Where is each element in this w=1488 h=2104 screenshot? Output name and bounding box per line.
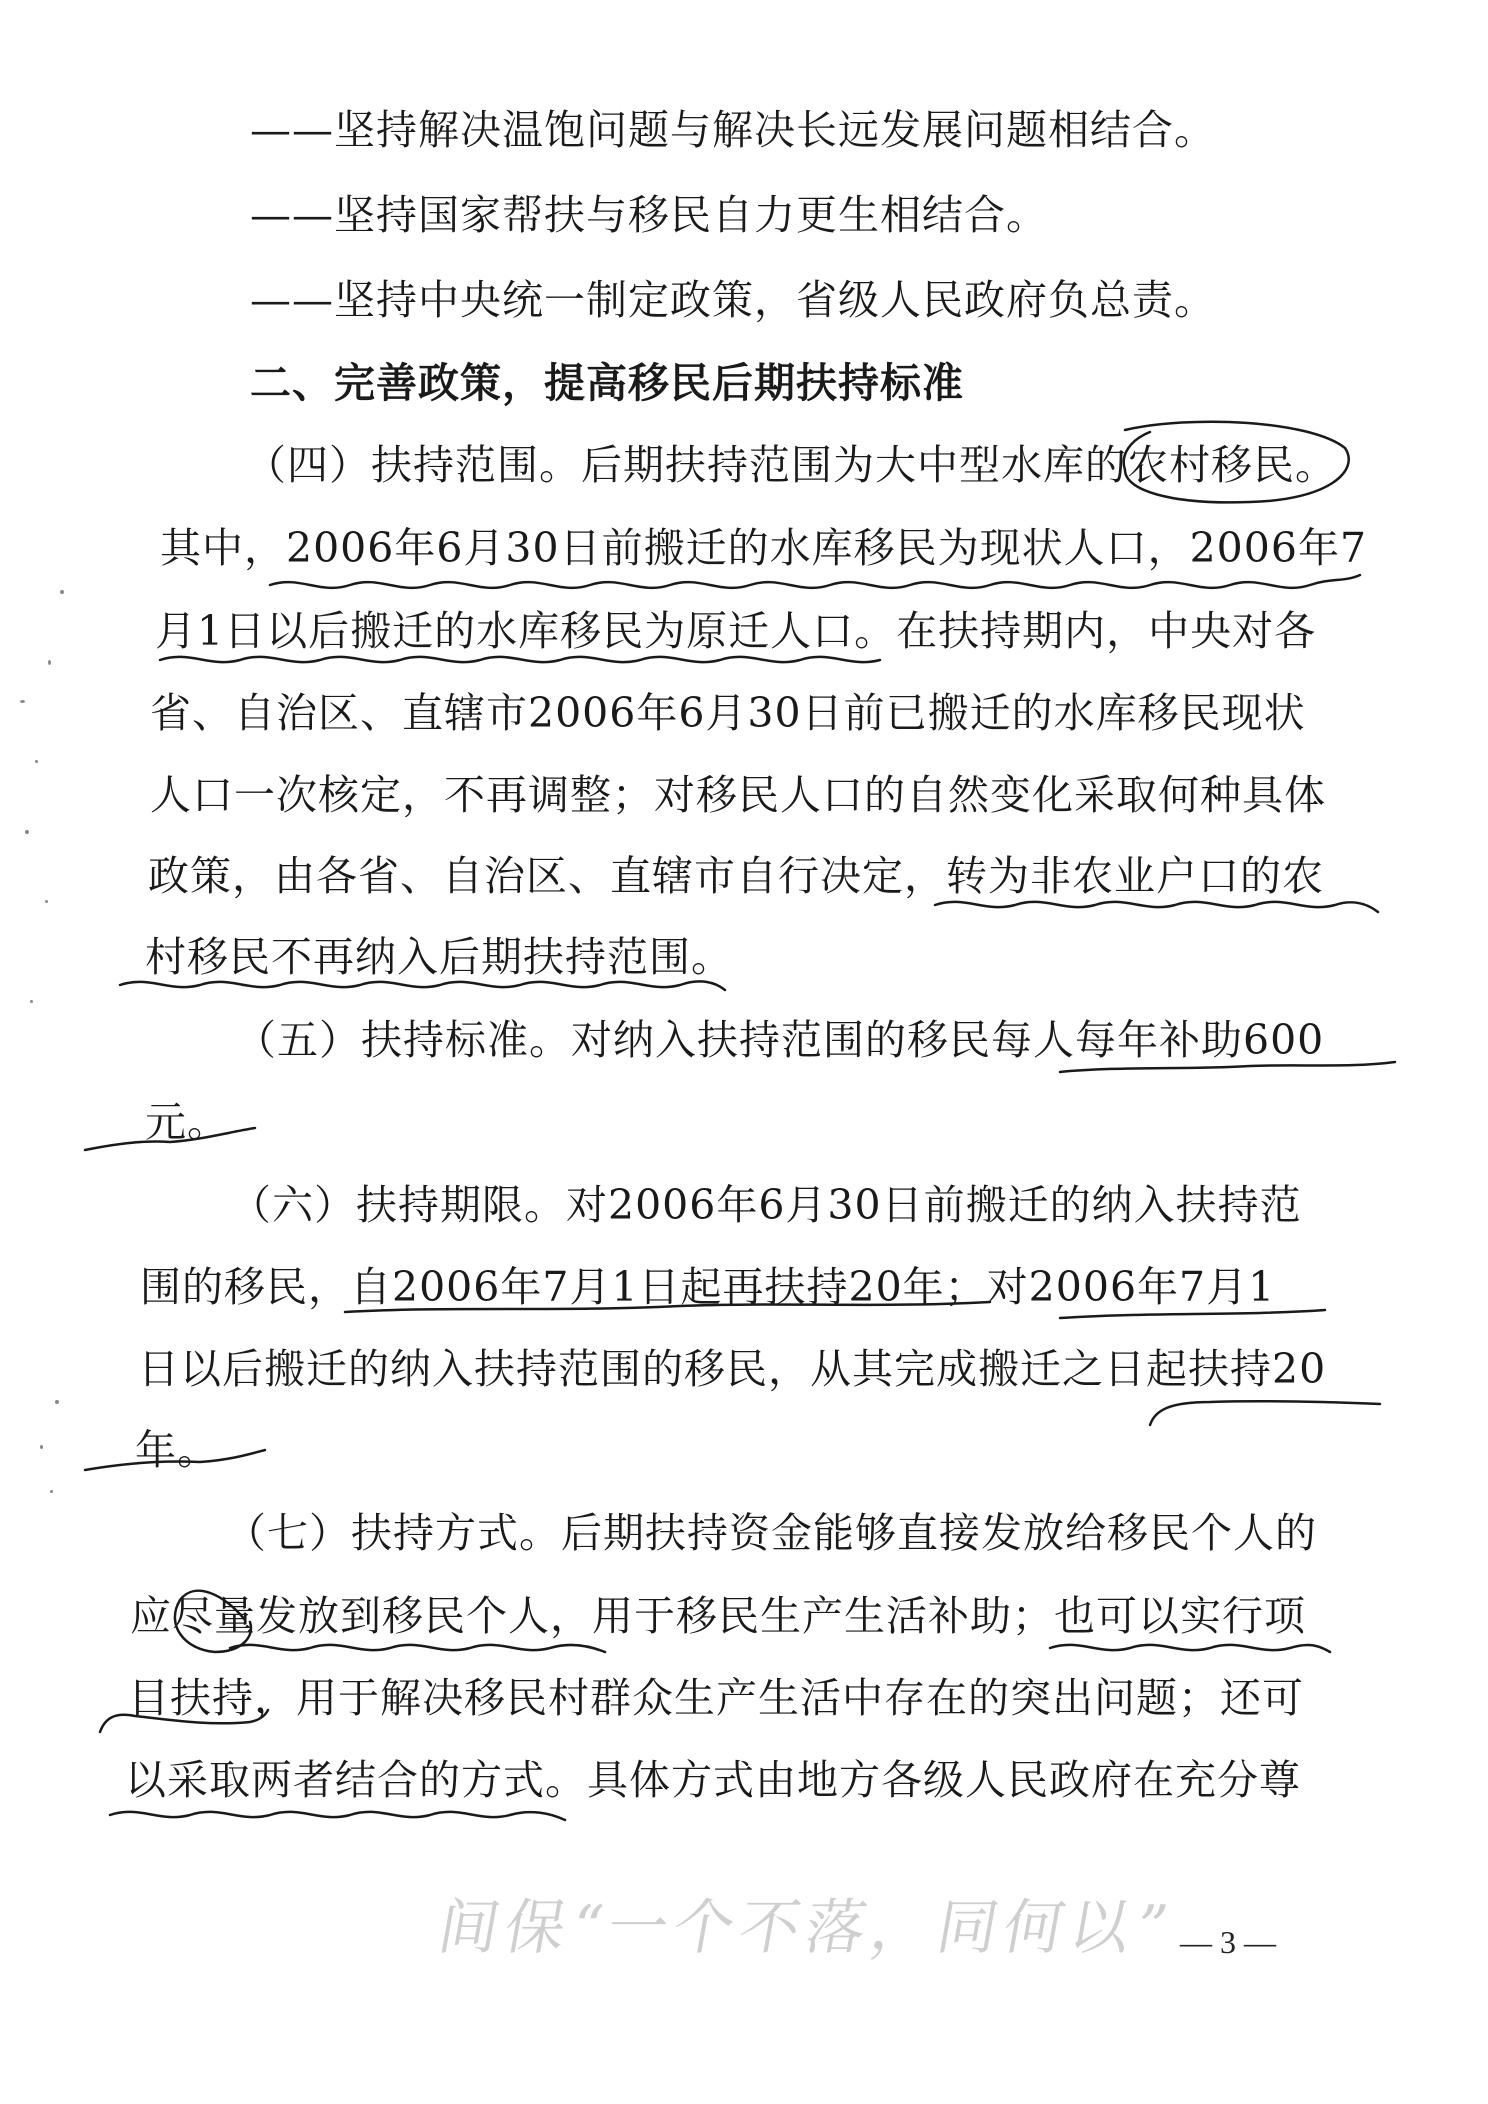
scan-speck (45, 900, 48, 903)
scan-speck (48, 660, 51, 665)
text-line-15: 围的移民，自2006年7月1日起再扶持20年；对2006年7月1 (140, 1263, 1276, 1311)
scan-speck (60, 590, 64, 594)
text-line-20: 目扶持，用于解决移民村群众生产生活中存在的突出问题；还可 (128, 1674, 1304, 1722)
scan-speck (55, 1400, 59, 1404)
scan-speck (20, 700, 25, 703)
text-line-2: ——坚持国家帮扶与移民自力更生相结合。 (250, 191, 1048, 239)
text-line-1: ——坚持解决温饱问题与解决长远发展问题相结合。 (250, 106, 1216, 154)
scan-speck (25, 830, 29, 834)
text-line-9: 人口一次核定，不再调整；对移民人口的自然变化采取何种具体 (150, 771, 1326, 819)
scan-speck (30, 1000, 33, 1003)
text-line-19: 应尽量发放到移民个人，用于移民生产生活补助；也可以实行项 (130, 1592, 1306, 1640)
wavy-underline (120, 981, 725, 990)
text-line-7: 月1日以后搬迁的水库移民为原迁人口。在扶持期内，中央对各 (155, 607, 1317, 655)
scan-speck (50, 1490, 53, 1493)
text-line-13: 元。 (145, 1098, 229, 1146)
wavy-underline (1050, 1645, 1330, 1652)
underline-annotation (1060, 1310, 1325, 1318)
underline-annotation (1150, 1401, 1380, 1425)
wavy-underline (110, 1812, 565, 1820)
page-number: — 3 — (1180, 1924, 1276, 1960)
text-line-6: 其中，2006年6月30日前搬迁的水库移民为现状人口，2006年7 (160, 524, 1368, 572)
scan-speck (35, 760, 38, 763)
wavy-underline (230, 1645, 605, 1652)
section-heading: 二、完善政策，提高移民后期扶持标准 (250, 359, 964, 407)
text-line-18: （七）扶持方式。后期扶持资金能够直接发放给移民个人的 (225, 1509, 1317, 1557)
text-line-17: 年。 (135, 1426, 219, 1474)
handwritten-note: 间保“一个不落，同何以” (432, 1893, 1179, 1963)
text-line-11: 村移民不再纳入后期扶持范围。 (145, 933, 733, 981)
wavy-underline (935, 902, 1378, 912)
text-line-16: 日以后搬迁的纳入扶持范围的移民，从其完成搬迁之日起扶持20 (138, 1345, 1327, 1393)
text-line-21: 以采取两者结合的方式。具体方式由地方各级人民政府在充分尊 (125, 1756, 1301, 1804)
text-line-5: （四）扶持范围。后期扶持范围为大中型水库的农村移民。 (245, 441, 1337, 489)
wavy-underline (160, 657, 880, 662)
scan-speck (40, 1445, 43, 1449)
wavy-underline (270, 575, 1360, 588)
text-line-3: ——坚持中央统一制定政策，省级人民政府负总责。 (250, 276, 1216, 324)
text-line-14: （六）扶持期限。对2006年6月30日前搬迁的纳入扶持范 (230, 1181, 1302, 1229)
text-line-10: 政策，由各省、自治区、直辖市自行决定，转为非农业户口的农 (148, 852, 1324, 900)
text-line-8: 省、自治区、直辖市2006年6月30日前已搬迁的水库移民现状 (150, 689, 1306, 737)
text-line-12: （五）扶持标准。对纳入扶持范围的移民每人每年补助600 (235, 1016, 1325, 1064)
